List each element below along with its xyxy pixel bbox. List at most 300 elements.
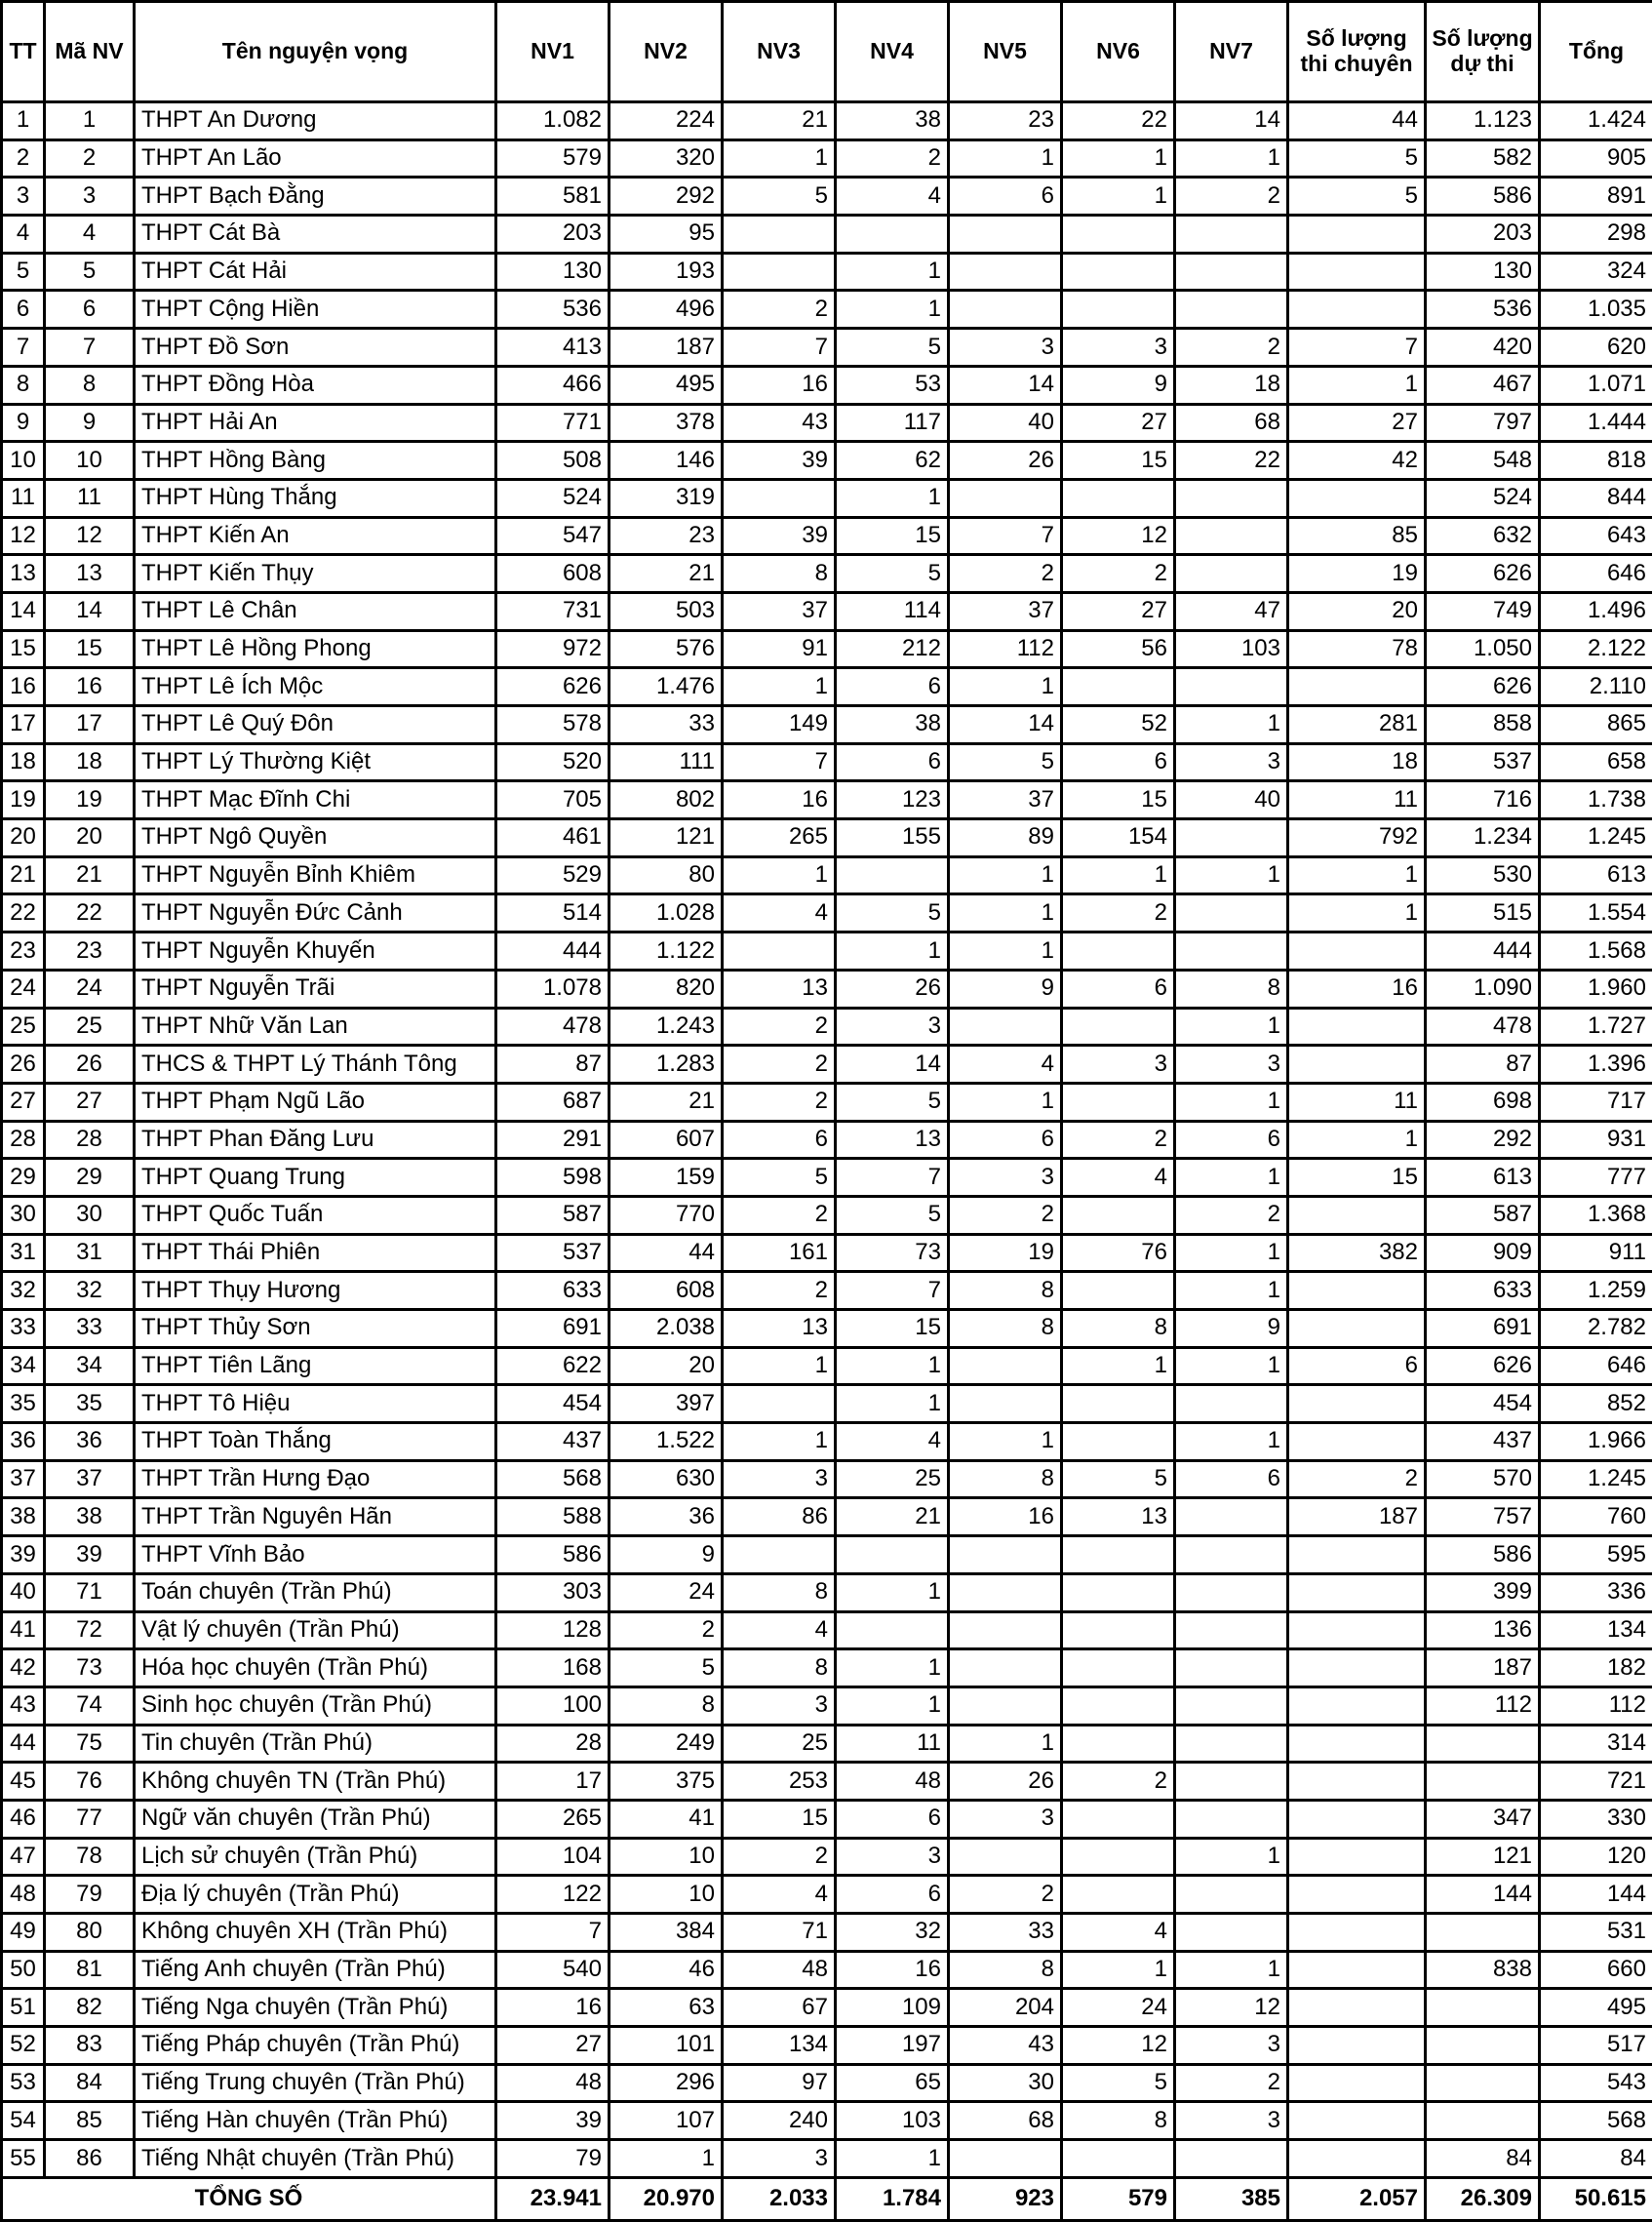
cell-ma-nv: 6 [45, 291, 135, 329]
cell-ten-nguyen-vong: THPT Thủy Sơn [135, 1310, 496, 1348]
cell-nv1: 524 [496, 479, 610, 517]
col-header-nv4: NV4 [836, 2, 949, 102]
cell-tong: 911 [1540, 1234, 1652, 1272]
cell-nv2: 111 [610, 743, 723, 781]
cell-ten-nguyen-vong: THPT An Dương [135, 102, 496, 140]
cell-nv5: 37 [949, 781, 1062, 819]
cell-nv3: 3 [723, 1686, 836, 1725]
table-row [2, 404, 1652, 442]
table-row [2, 102, 1652, 140]
cell-nv6 [1062, 479, 1175, 517]
table-row [2, 1649, 1652, 1687]
cell-so-luong-thi-chuyen: 44 [1288, 102, 1426, 140]
cell-nv3: 3 [723, 1460, 836, 1498]
cell-tt: 3 [2, 178, 45, 216]
cell-nv7 [1175, 479, 1288, 517]
table-row [2, 706, 1652, 744]
cell-nv6: 5 [1062, 2064, 1175, 2102]
cell-nv1: 104 [496, 1838, 610, 1876]
cell-nv1: 168 [496, 1649, 610, 1687]
cell-ma-nv: 7 [45, 329, 135, 367]
cell-nv7 [1175, 1725, 1288, 1763]
cell-tong: 660 [1540, 1951, 1652, 1989]
cell-nv1: 529 [496, 856, 610, 894]
cell-ma-nv: 4 [45, 216, 135, 254]
cell-ten-nguyen-vong: THPT Lê Chân [135, 592, 496, 630]
cell-nv4: 1 [836, 1385, 949, 1423]
cell-so-luong-thi-chuyen [1288, 1800, 1426, 1838]
cell-tong: 1.738 [1540, 781, 1652, 819]
cell-nv4: 6 [836, 668, 949, 706]
cell-nv3: 8 [723, 1573, 836, 1611]
cell-nv1: 586 [496, 1536, 610, 1574]
cell-tong: 495 [1540, 1989, 1652, 2027]
cell-nv3: 71 [723, 1914, 836, 1952]
cell-so-luong-du-thi: 537 [1426, 743, 1540, 781]
cell-nv5: 8 [949, 1460, 1062, 1498]
table-row [2, 932, 1652, 971]
cell-nv7 [1175, 1385, 1288, 1423]
cell-nv6: 4 [1062, 1159, 1175, 1197]
cell-nv5 [949, 1008, 1062, 1046]
cell-ten-nguyen-vong: THPT An Lão [135, 139, 496, 178]
cell-nv4: 62 [836, 442, 949, 480]
cell-nv5: 30 [949, 2064, 1062, 2102]
cell-nv3: 37 [723, 592, 836, 630]
cell-nv3: 240 [723, 2102, 836, 2140]
cell-ma-nv: 16 [45, 668, 135, 706]
cell-so-luong-thi-chuyen: 1 [1288, 856, 1426, 894]
cell-so-luong-thi-chuyen [1288, 1649, 1426, 1687]
cell-nv5: 1 [949, 856, 1062, 894]
cell-nv3: 7 [723, 329, 836, 367]
cell-so-luong-thi-chuyen [1288, 1046, 1426, 1084]
cell-nv1: 608 [496, 555, 610, 593]
cell-so-luong-du-thi: 838 [1426, 1951, 1540, 1989]
cell-so-luong-du-thi: 144 [1426, 1876, 1540, 1914]
cell-so-luong-du-thi: 749 [1426, 592, 1540, 630]
cell-so-luong-du-thi [1426, 1763, 1540, 1801]
cell-nv2: 121 [610, 819, 723, 857]
cell-tong: 543 [1540, 2064, 1652, 2102]
cell-nv6: 27 [1062, 592, 1175, 630]
cell-ma-nv: 31 [45, 1234, 135, 1272]
cell-tt: 21 [2, 856, 45, 894]
cell-so-luong-du-thi: 632 [1426, 517, 1540, 555]
cell-nv3: 4 [723, 1611, 836, 1649]
cell-tong: 1.245 [1540, 1460, 1652, 1498]
table-row [2, 970, 1652, 1008]
cell-nv2: 95 [610, 216, 723, 254]
cell-nv2: 397 [610, 1385, 723, 1423]
cell-nv6: 4 [1062, 1914, 1175, 1952]
cell-nv1: 413 [496, 329, 610, 367]
cell-nv1: 691 [496, 1310, 610, 1348]
cell-nv5: 3 [949, 329, 1062, 367]
cell-nv2: 495 [610, 366, 723, 404]
cell-ma-nv: 14 [45, 592, 135, 630]
table-row [2, 1989, 1652, 2027]
cell-nv6: 2 [1062, 1121, 1175, 1159]
cell-nv5 [949, 479, 1062, 517]
cell-so-luong-du-thi: 757 [1426, 1498, 1540, 1536]
cell-nv1: 203 [496, 216, 610, 254]
cell-ma-nv: 15 [45, 630, 135, 668]
cell-so-luong-du-thi: 347 [1426, 1800, 1540, 1838]
cell-ten-nguyen-vong: THPT Thụy Hương [135, 1272, 496, 1310]
cell-tt: 24 [2, 970, 45, 1008]
table-row [2, 1121, 1652, 1159]
cell-so-luong-thi-chuyen [1288, 2064, 1426, 2102]
table-body [2, 102, 1652, 2221]
cell-nv4 [836, 856, 949, 894]
cell-nv4: 16 [836, 1951, 949, 1989]
cell-nv7: 2 [1175, 329, 1288, 367]
cell-nv6: 9 [1062, 366, 1175, 404]
cell-nv7: 1 [1175, 1272, 1288, 1310]
cell-nv3: 8 [723, 555, 836, 593]
table-row [2, 1460, 1652, 1498]
cell-nv1: 444 [496, 932, 610, 971]
cell-ma-nv: 77 [45, 1800, 135, 1838]
cell-nv7 [1175, 291, 1288, 329]
cell-nv3: 91 [723, 630, 836, 668]
cell-nv7 [1175, 253, 1288, 291]
cell-nv2: 63 [610, 1989, 723, 2027]
cell-nv7: 103 [1175, 630, 1288, 668]
cell-nv6 [1062, 1196, 1175, 1234]
cell-nv6: 2 [1062, 1763, 1175, 1801]
cell-nv5: 8 [949, 1272, 1062, 1310]
cell-tong: 120 [1540, 1838, 1652, 1876]
cell-nv2: 292 [610, 178, 723, 216]
cell-tong: 1.568 [1540, 932, 1652, 971]
cell-nv1: 1.078 [496, 970, 610, 1008]
cell-tong: 314 [1540, 1725, 1652, 1763]
cell-so-luong-du-thi: 112 [1426, 1686, 1540, 1725]
cell-nv1: 122 [496, 1876, 610, 1914]
cell-tong: 1.966 [1540, 1423, 1652, 1461]
cell-nv6 [1062, 1611, 1175, 1649]
cell-so-luong-du-thi: 698 [1426, 1083, 1540, 1121]
table-row [2, 1310, 1652, 1348]
cell-ma-nv: 2 [45, 139, 135, 178]
table-row [2, 329, 1652, 367]
cell-so-luong-du-thi: 716 [1426, 781, 1540, 819]
table-row [2, 291, 1652, 329]
cell-nv6: 154 [1062, 819, 1175, 857]
cell-ma-nv: 17 [45, 706, 135, 744]
cell-nv1: 568 [496, 1460, 610, 1498]
cell-nv6: 2 [1062, 894, 1175, 932]
cell-nv2: 41 [610, 1800, 723, 1838]
cell-nv3: 86 [723, 1498, 836, 1536]
cell-tt: 12 [2, 517, 45, 555]
cell-nv4: 53 [836, 366, 949, 404]
cell-nv3 [723, 1385, 836, 1423]
cell-tong: 298 [1540, 216, 1652, 254]
cell-tong: 134 [1540, 1611, 1652, 1649]
table-row [2, 668, 1652, 706]
cell-ten-nguyen-vong: THPT Phạm Ngũ Lão [135, 1083, 496, 1121]
cell-so-luong-thi-chuyen [1288, 1310, 1426, 1348]
cell-so-luong-du-thi [1426, 2102, 1540, 2140]
cell-nv3: 5 [723, 1159, 836, 1197]
cell-so-luong-du-thi: 1.234 [1426, 819, 1540, 857]
cell-so-luong-thi-chuyen: 5 [1288, 178, 1426, 216]
cell-nv7: 1 [1175, 1951, 1288, 1989]
cell-ma-nv: 86 [45, 2140, 135, 2178]
cell-nv2: 2 [610, 1611, 723, 1649]
cell-nv4: 1 [836, 253, 949, 291]
cell-nv3: 149 [723, 706, 836, 744]
cell-nv4: 197 [836, 2027, 949, 2065]
cell-nv4: 5 [836, 555, 949, 593]
table-row [2, 1498, 1652, 1536]
cell-ten-nguyen-vong: Lịch sử chuyên (Trần Phú) [135, 1838, 496, 1876]
cell-ma-nv: 38 [45, 1498, 135, 1536]
cell-so-luong-thi-chuyen: 1 [1288, 894, 1426, 932]
cell-nv6 [1062, 1725, 1175, 1763]
cell-so-luong-du-thi: 1.050 [1426, 630, 1540, 668]
table-row [2, 1876, 1652, 1914]
cell-ten-nguyen-vong: THPT Mạc Đĩnh Chi [135, 781, 496, 819]
cell-nv3: 2 [723, 1083, 836, 1121]
cell-tong: 721 [1540, 1763, 1652, 1801]
cell-so-luong-thi-chuyen [1288, 1838, 1426, 1876]
cell-nv5: 37 [949, 592, 1062, 630]
cell-ma-nv: 85 [45, 2102, 135, 2140]
table-row [2, 630, 1652, 668]
cell-nv4: 1 [836, 932, 949, 971]
cell-ten-nguyen-vong: THPT Cát Bà [135, 216, 496, 254]
cell-nv2: 8 [610, 1686, 723, 1725]
cell-tt: 54 [2, 2102, 45, 2140]
cell-tt: 19 [2, 781, 45, 819]
cell-nv2: 319 [610, 479, 723, 517]
cell-ma-nv: 19 [45, 781, 135, 819]
cell-nv6: 27 [1062, 404, 1175, 442]
cell-so-luong-du-thi: 121 [1426, 1838, 1540, 1876]
cell-nv5: 2 [949, 555, 1062, 593]
cell-nv5: 1 [949, 139, 1062, 178]
cell-tt: 23 [2, 932, 45, 971]
cell-so-luong-thi-chuyen [1288, 253, 1426, 291]
cell-tt: 28 [2, 1121, 45, 1159]
cell-nv6: 1 [1062, 139, 1175, 178]
cell-ten-nguyen-vong: Toán chuyên (Trần Phú) [135, 1573, 496, 1611]
cell-tt: 1 [2, 102, 45, 140]
cell-nv4: 109 [836, 1989, 949, 2027]
cell-nv5: 204 [949, 1989, 1062, 2027]
cell-tong: 1.444 [1540, 404, 1652, 442]
cell-nv6 [1062, 1876, 1175, 1914]
cell-ma-nv: 18 [45, 743, 135, 781]
cell-nv3: 2 [723, 1196, 836, 1234]
cell-nv1: 626 [496, 668, 610, 706]
cell-nv3: 5 [723, 178, 836, 216]
cell-tt: 32 [2, 1272, 45, 1310]
cell-ten-nguyen-vong: Tiếng Pháp chuyên (Trần Phú) [135, 2027, 496, 2065]
cell-nv6: 6 [1062, 970, 1175, 1008]
cell-nv7 [1175, 1914, 1288, 1952]
col-header-nv6: NV6 [1062, 2, 1175, 102]
cell-so-luong-thi-chuyen: 11 [1288, 781, 1426, 819]
cell-so-luong-thi-chuyen [1288, 1385, 1426, 1423]
cell-ten-nguyen-vong: THPT Trần Nguyên Hãn [135, 1498, 496, 1536]
cell-nv7 [1175, 932, 1288, 971]
cell-nv4: 6 [836, 1800, 949, 1838]
cell-nv6: 13 [1062, 1498, 1175, 1536]
cell-ten-nguyen-vong: THPT Quốc Tuấn [135, 1196, 496, 1234]
table-row [2, 178, 1652, 216]
cell-nv4: 15 [836, 1310, 949, 1348]
cell-ten-nguyen-vong: Tiếng Anh chuyên (Trần Phú) [135, 1951, 496, 1989]
cell-nv4: 26 [836, 970, 949, 1008]
cell-nv7 [1175, 555, 1288, 593]
col-header-tt: TT [2, 2, 45, 102]
cell-so-luong-du-thi [1426, 1725, 1540, 1763]
cell-ma-nv: 5 [45, 253, 135, 291]
cell-nv1: 16 [496, 1989, 610, 2027]
cell-nv4: 11 [836, 1725, 949, 1763]
cell-ma-nv: 82 [45, 1989, 135, 2027]
cell-nv7 [1175, 1498, 1288, 1536]
cell-nv6: 15 [1062, 442, 1175, 480]
total-nv4: 1.784 [836, 2177, 949, 2220]
cell-nv6 [1062, 291, 1175, 329]
cell-so-luong-du-thi: 626 [1426, 1347, 1540, 1385]
cell-nv4: 5 [836, 329, 949, 367]
cell-nv6: 2 [1062, 555, 1175, 593]
cell-nv7: 12 [1175, 1989, 1288, 2027]
cell-nv3: 1 [723, 668, 836, 706]
cell-tong: 646 [1540, 1347, 1652, 1385]
cell-nv1: 771 [496, 404, 610, 442]
cell-nv4: 114 [836, 592, 949, 630]
table-row [2, 894, 1652, 932]
cell-nv7 [1175, 819, 1288, 857]
cell-nv3 [723, 932, 836, 971]
table-row [2, 2102, 1652, 2140]
cell-so-luong-thi-chuyen: 16 [1288, 970, 1426, 1008]
cell-nv6: 15 [1062, 781, 1175, 819]
cell-so-luong-thi-chuyen [1288, 1272, 1426, 1310]
cell-ten-nguyen-vong: THPT Nguyễn Trãi [135, 970, 496, 1008]
cell-so-luong-du-thi: 87 [1426, 1046, 1540, 1084]
cell-nv1: 461 [496, 819, 610, 857]
cell-so-luong-thi-chuyen: 382 [1288, 1234, 1426, 1272]
cell-nv2: 249 [610, 1725, 723, 1763]
cell-nv1: 28 [496, 1725, 610, 1763]
cell-nv5: 14 [949, 366, 1062, 404]
cell-ma-nv: 8 [45, 366, 135, 404]
cell-so-luong-thi-chuyen: 20 [1288, 592, 1426, 630]
table-row [2, 2027, 1652, 2065]
cell-nv4: 13 [836, 1121, 949, 1159]
cell-ma-nv: 20 [45, 819, 135, 857]
cell-ma-nv: 1 [45, 102, 135, 140]
cell-nv7 [1175, 1800, 1288, 1838]
cell-nv5 [949, 253, 1062, 291]
cell-ten-nguyen-vong: Không chuyên TN (Trần Phú) [135, 1763, 496, 1801]
cell-ten-nguyen-vong: THPT Hùng Thắng [135, 479, 496, 517]
cell-nv7: 6 [1175, 1460, 1288, 1498]
cell-nv6: 1 [1062, 178, 1175, 216]
cell-tt: 36 [2, 1423, 45, 1461]
cell-tt: 29 [2, 1159, 45, 1197]
cell-so-luong-thi-chuyen: 19 [1288, 555, 1426, 593]
cell-nv2: 1.283 [610, 1046, 723, 1084]
cell-nv4: 123 [836, 781, 949, 819]
cell-nv2: 320 [610, 139, 723, 178]
total-row [2, 2177, 1652, 2220]
table-row [2, 1838, 1652, 1876]
total-nv2: 20.970 [610, 2177, 723, 2220]
col-header-ten-nguyen-vong: Tên nguyện vọng [135, 2, 496, 102]
cell-ten-nguyen-vong: THPT Nhữ Văn Lan [135, 1008, 496, 1046]
cell-tt: 53 [2, 2064, 45, 2102]
cell-so-luong-thi-chuyen [1288, 216, 1426, 254]
cell-nv3 [723, 216, 836, 254]
cell-nv5: 4 [949, 1046, 1062, 1084]
cell-nv1: 87 [496, 1046, 610, 1084]
cell-nv1: 478 [496, 1008, 610, 1046]
cell-nv1: 48 [496, 2064, 610, 2102]
cell-nv6 [1062, 253, 1175, 291]
cell-tong: 330 [1540, 1800, 1652, 1838]
cell-tt: 34 [2, 1347, 45, 1385]
cell-nv7: 2 [1175, 1196, 1288, 1234]
cell-nv6: 1 [1062, 1951, 1175, 1989]
cell-nv6: 3 [1062, 1046, 1175, 1084]
col-header-nv5: NV5 [949, 2, 1062, 102]
cell-nv7: 14 [1175, 102, 1288, 140]
cell-ma-nv: 13 [45, 555, 135, 593]
cell-tong: 818 [1540, 442, 1652, 480]
cell-so-luong-du-thi: 530 [1426, 856, 1540, 894]
cell-nv4: 21 [836, 1498, 949, 1536]
cell-so-luong-du-thi: 467 [1426, 366, 1540, 404]
cell-so-luong-du-thi: 399 [1426, 1573, 1540, 1611]
cell-ma-nv: 71 [45, 1573, 135, 1611]
cell-so-luong-du-thi: 444 [1426, 932, 1540, 971]
cell-tong: 1.259 [1540, 1272, 1652, 1310]
table-row [2, 139, 1652, 178]
cell-nv6: 76 [1062, 1234, 1175, 1272]
cell-ma-nv: 10 [45, 442, 135, 480]
cell-ten-nguyen-vong: Tiếng Nhật chuyên (Trần Phú) [135, 2140, 496, 2178]
cell-tt: 39 [2, 1536, 45, 1574]
cell-tong: 760 [1540, 1498, 1652, 1536]
cell-ten-nguyen-vong: THPT Vĩnh Bảo [135, 1536, 496, 1574]
cell-nv1: 27 [496, 2027, 610, 2065]
cell-tt: 16 [2, 668, 45, 706]
cell-so-luong-thi-chuyen [1288, 932, 1426, 971]
cell-ma-nv: 26 [45, 1046, 135, 1084]
cell-nv7 [1175, 216, 1288, 254]
cell-tong: 1.071 [1540, 366, 1652, 404]
cell-nv3: 21 [723, 102, 836, 140]
cell-so-luong-thi-chuyen [1288, 1686, 1426, 1725]
cell-ma-nv: 3 [45, 178, 135, 216]
cell-tong: 568 [1540, 2102, 1652, 2140]
cell-nv6: 24 [1062, 1989, 1175, 2027]
cell-nv2: 1.476 [610, 668, 723, 706]
cell-nv5: 112 [949, 630, 1062, 668]
cell-tt: 51 [2, 1989, 45, 2027]
cell-nv5: 26 [949, 1763, 1062, 1801]
